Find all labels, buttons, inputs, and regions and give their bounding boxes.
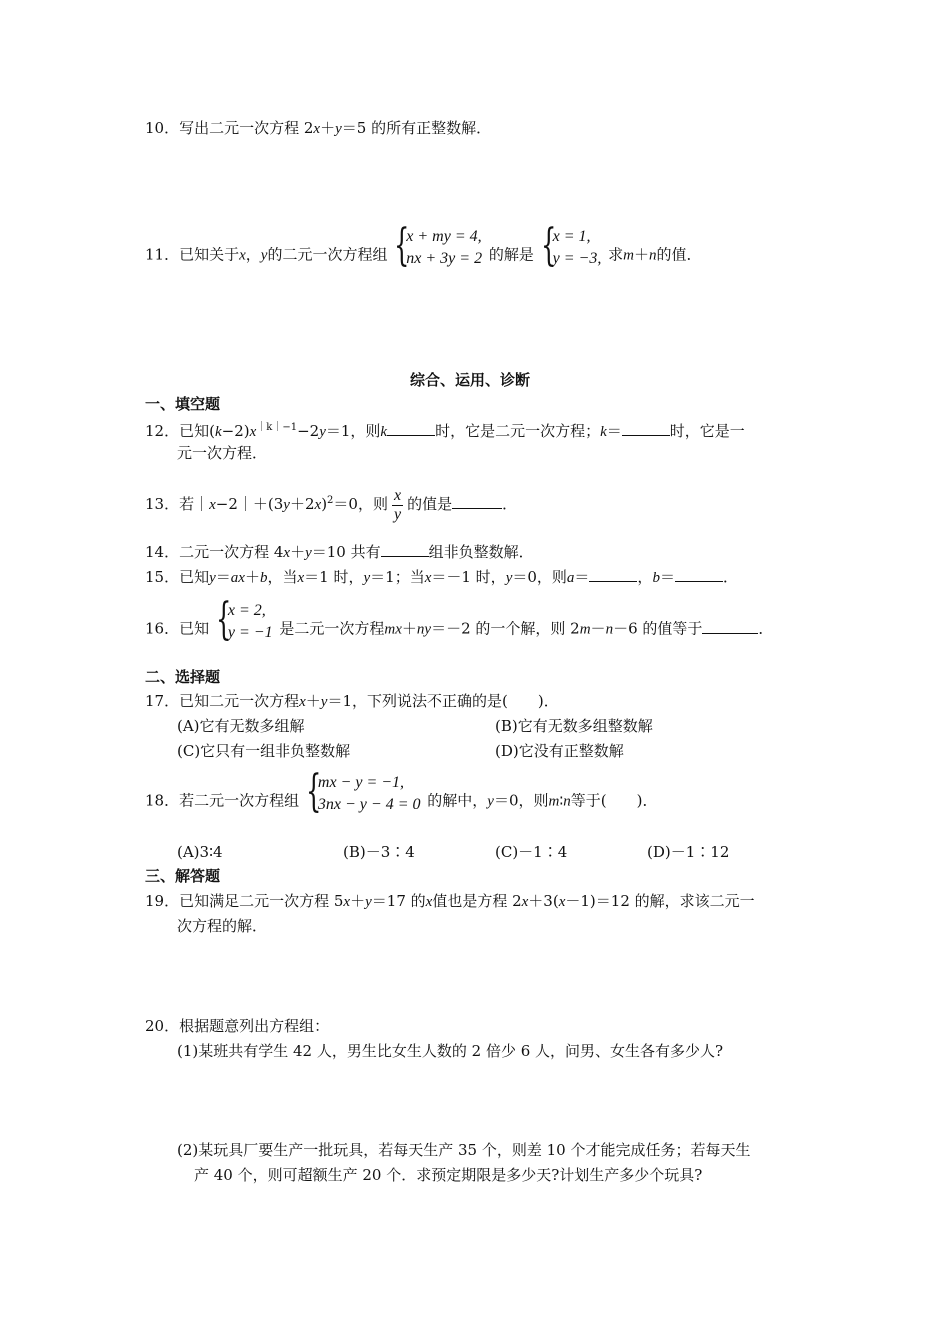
numerator: x xyxy=(393,486,402,504)
var-x: x xyxy=(249,424,257,440)
question-20-part2-line1: (2)某玩具厂要生产一批玩具，若每天生产 35 个，则差 10 个才能完成任务；若每天生 xyxy=(177,1141,751,1159)
text: 等于( )． xyxy=(570,791,658,810)
text: 时，它是二元一次方程； xyxy=(435,422,601,440)
text: ， xyxy=(637,568,653,586)
equation-row: mx − y = −1, xyxy=(317,774,405,791)
question-number: 16． xyxy=(145,619,180,638)
text: −2 xyxy=(297,422,320,440)
var-m: m xyxy=(579,621,591,638)
answer-blank[interactable] xyxy=(702,619,758,634)
var-x: x xyxy=(343,894,351,910)
text: 已知满足二元一次方程 5 xyxy=(179,892,344,910)
option-a[interactable]: (A)它有无数多组解 xyxy=(177,717,305,735)
text: 已知 xyxy=(179,568,210,586)
denominator: y xyxy=(393,505,402,523)
question-number: 14． xyxy=(145,543,180,561)
text: ＝ xyxy=(659,568,675,586)
text: 已知( xyxy=(179,422,215,440)
var-n: n xyxy=(563,793,571,810)
var-ny: ny xyxy=(416,621,432,638)
answer-blank[interactable] xyxy=(622,421,670,436)
text: ＝1 时， xyxy=(304,568,364,586)
text: ＝0，则 xyxy=(333,495,388,513)
text: 根据题意列出方程组： xyxy=(179,1017,330,1035)
var-x: x xyxy=(521,894,529,910)
var-x: x xyxy=(297,570,305,586)
question-18 xyxy=(145,766,658,831)
question-14 xyxy=(145,542,534,563)
question-text: 的解是 xyxy=(488,245,534,264)
option-c[interactable]: (C)－1∶4 xyxy=(495,843,568,861)
var-ax: ax xyxy=(230,570,245,586)
fraction-x-over-y xyxy=(392,487,403,524)
question-12 xyxy=(145,418,745,442)
var-y: y xyxy=(283,497,290,513)
solution-system xyxy=(215,594,273,659)
var-y: y xyxy=(335,121,342,137)
var-y: y xyxy=(363,570,371,586)
text: ＝ xyxy=(606,422,622,440)
text: ． xyxy=(722,568,738,586)
text: 时，它是一 xyxy=(669,422,745,440)
brace-icon: { xyxy=(394,220,410,271)
var-y: y xyxy=(505,570,513,586)
answer-blank[interactable] xyxy=(675,567,723,582)
text: 组非负整数解． xyxy=(428,543,534,561)
plus: ＋ xyxy=(320,119,336,137)
equation-system xyxy=(305,766,421,831)
answer-blank[interactable] xyxy=(381,542,429,557)
text: ＋ xyxy=(244,568,260,586)
question-text-end: 的值． xyxy=(656,245,702,264)
equation-row: x + my = 4, xyxy=(406,228,482,245)
var-b: b xyxy=(259,570,268,586)
text: ＝ xyxy=(574,568,590,586)
text: ＝0，则 xyxy=(493,791,549,810)
question-20-part2-line2: 产 40 个，则可超额生产 20 个．求预定期限是多少天?计划生产多少个玩具? xyxy=(194,1166,703,1184)
section-heading-fill-blank: 一、填空题 xyxy=(145,395,221,413)
question-19 xyxy=(145,891,755,912)
text: 二元一次方程 4 xyxy=(179,543,284,561)
text: ＝17 的 xyxy=(371,892,426,910)
question-11 xyxy=(145,220,702,285)
brace-icon: { xyxy=(540,220,557,271)
question-number: 13． xyxy=(145,495,180,513)
var-k: k xyxy=(600,424,607,440)
var-x: x xyxy=(314,497,322,513)
text: ＝10 共有 xyxy=(311,543,381,561)
option-b[interactable]: (B)－3∶4 xyxy=(343,843,415,861)
text: 值也是方程 2 xyxy=(432,892,522,910)
text: ＝1，下列说法不正确的是( )． xyxy=(327,692,559,710)
var-y: y xyxy=(365,894,372,910)
equation-row: y = −3, xyxy=(552,250,602,267)
var-x: x xyxy=(209,497,216,513)
section-heading-choice: 二、选择题 xyxy=(145,668,221,686)
answer-blank[interactable] xyxy=(452,494,502,509)
equation-row: 3nx − y − 4 = 0 xyxy=(317,796,421,813)
var-x: x xyxy=(425,894,433,910)
question-number: 11． xyxy=(145,245,180,264)
question-12-line2: 元一次方程． xyxy=(177,444,268,462)
text: ＝－1 时， xyxy=(431,568,506,586)
option-d[interactable]: (D)它没有正整数解 xyxy=(495,742,624,760)
text: ＝－2 的一个解，则 2 xyxy=(431,619,580,638)
text: 若二元一次方程组 xyxy=(179,791,300,810)
text: 的解中， xyxy=(427,791,488,810)
brace-icon: { xyxy=(215,594,232,645)
var-x: x xyxy=(424,570,432,586)
question-19-line2: 次方程的解． xyxy=(177,917,268,935)
text: −2｜＋(3 xyxy=(215,495,284,513)
question-text: 写出二元一次方程 2 xyxy=(179,119,314,137)
option-a[interactable]: (A)3∶4 xyxy=(177,843,223,861)
var-m: m xyxy=(623,247,634,264)
var-n: n xyxy=(605,621,614,638)
text: ＋ xyxy=(401,619,417,638)
equation-row: x = 1, xyxy=(552,228,591,245)
var-y: y xyxy=(319,424,326,440)
text: ． xyxy=(758,619,774,638)
plus: ＋ xyxy=(290,543,306,561)
answer-blank[interactable] xyxy=(387,421,435,436)
plus: ＋ xyxy=(350,892,366,910)
var-mx: mx xyxy=(384,621,402,638)
question-number: 18． xyxy=(145,791,180,810)
var-y: y xyxy=(487,793,494,810)
var-k: k xyxy=(214,424,222,440)
question-text: 已知关于 xyxy=(179,245,240,264)
question-text-end: ＝5 的所有正整数解． xyxy=(341,119,492,137)
text: 已知 xyxy=(179,619,210,638)
option-c[interactable]: (C)它只有一组非负整数解 xyxy=(177,742,351,760)
question-15 xyxy=(145,567,738,588)
equation-system xyxy=(394,220,483,285)
section-title: 综合、运用、诊断 xyxy=(410,371,531,389)
var-b: b xyxy=(652,570,660,586)
question-number: 15． xyxy=(145,568,180,586)
text: ＝0，则 xyxy=(512,568,567,586)
question-10 xyxy=(145,118,491,139)
text: －1)＝12 的解，求该二元一 xyxy=(565,892,755,910)
var-m: m xyxy=(548,793,560,810)
text: 若｜ xyxy=(179,495,210,513)
text: ＝ xyxy=(215,568,231,586)
comma: ， xyxy=(245,245,261,264)
question-text: 求 xyxy=(608,245,624,264)
var-x: x xyxy=(283,545,291,561)
option-d[interactable]: (D)－1∶12 xyxy=(647,843,730,861)
text: 的值是 xyxy=(407,495,453,513)
text: － xyxy=(590,619,606,638)
section-heading-answer: 三、解答题 xyxy=(145,867,221,885)
var-x: x xyxy=(299,694,306,710)
text: 已知二元一次方程 xyxy=(179,692,300,710)
question-16 xyxy=(145,594,774,659)
text: ＝1，则 xyxy=(325,422,381,440)
question-20 xyxy=(145,1016,329,1036)
text: −2) xyxy=(221,422,250,440)
var-x: x xyxy=(558,894,566,910)
var-y: y xyxy=(305,545,312,561)
text: ＋2 xyxy=(289,495,315,513)
question-number: 20． xyxy=(145,1017,180,1035)
var-a: a xyxy=(566,570,575,586)
brace-icon: { xyxy=(305,766,322,817)
question-number: 12． xyxy=(145,422,180,440)
text: ，当 xyxy=(267,568,298,586)
var-y: y xyxy=(209,570,216,586)
equation-row: nx + 3y = 2 xyxy=(406,250,483,267)
text: ＋3( xyxy=(528,892,559,910)
question-number: 19． xyxy=(145,892,180,910)
answer-blank[interactable] xyxy=(589,567,637,582)
question-number: 17． xyxy=(145,692,180,710)
solution-system xyxy=(540,220,602,285)
ratio-sign: ∶ xyxy=(559,791,564,810)
text: －6 的值等于 xyxy=(613,619,703,638)
equation-row: y = −1 xyxy=(227,624,273,641)
text: ) xyxy=(321,495,328,513)
question-20-part1: (1)某班共有学生 42 人，男生比女生人数的 2 倍少 6 人，问男、女生各有多少人? xyxy=(177,1042,724,1060)
text: 是二元一次方程 xyxy=(279,619,385,638)
question-13 xyxy=(145,478,517,528)
var-n: n xyxy=(649,247,657,264)
question-number: 10． xyxy=(145,119,180,137)
exponent: ｜k｜−1 xyxy=(256,422,298,433)
text: ＝1；当 xyxy=(370,568,425,586)
option-b[interactable]: (B)它有无数多组整数解 xyxy=(495,717,653,735)
exponent: 2 xyxy=(327,495,334,506)
question-17 xyxy=(145,691,559,712)
var-x: x xyxy=(239,247,246,264)
plus: ＋ xyxy=(633,245,649,264)
plus: ＋ xyxy=(305,692,321,710)
var-x: x xyxy=(313,121,321,137)
question-text: 的二元一次方程组 xyxy=(267,245,388,264)
text: ． xyxy=(502,495,518,513)
equation-row: x = 2, xyxy=(227,602,266,619)
var-k: k xyxy=(380,424,388,440)
var-y: y xyxy=(320,694,328,710)
var-y: y xyxy=(260,247,268,264)
